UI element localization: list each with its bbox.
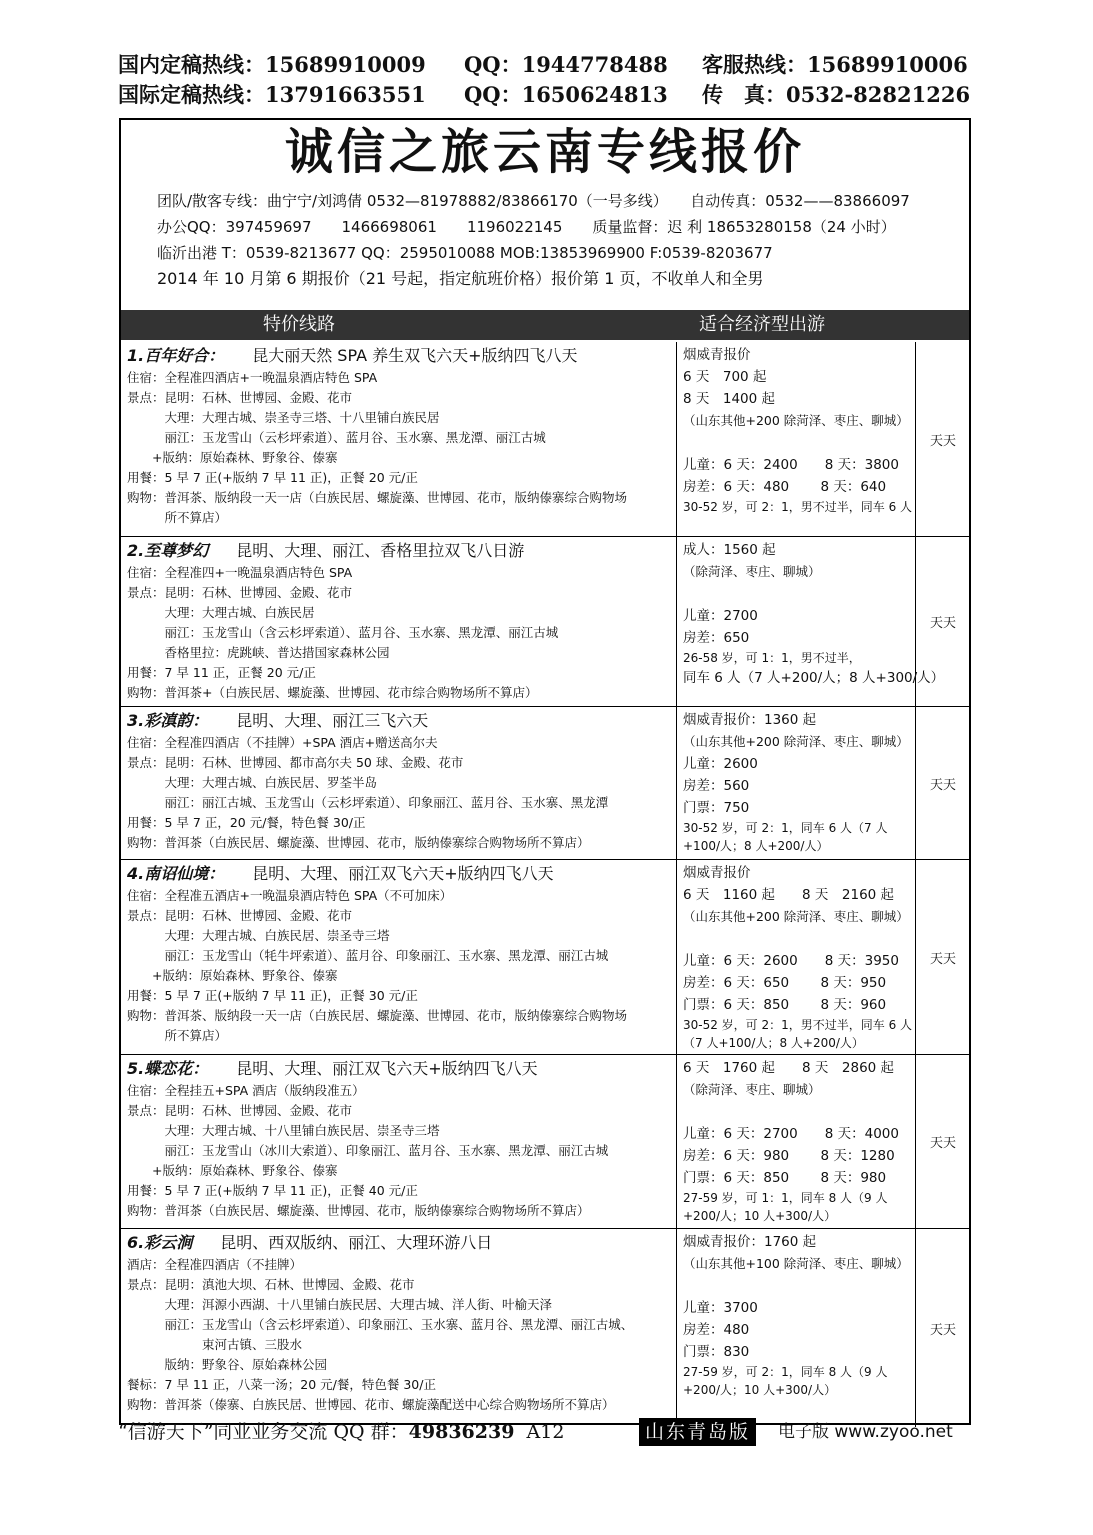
domestic-qq: QQ：1944778488 — [464, 52, 668, 77]
info-line: 办公QQ：397459697 1466698061 1196022145 质量监督：迟 利 18653280158（24 小时） — [157, 218, 896, 236]
price-line: 房差：6 天：480 8 天：640 — [683, 479, 887, 495]
route-heading — [127, 1057, 675, 1081]
footer — [118, 1418, 978, 1446]
price-line: 30-52 岁，可 2：1，男不过半，同车 6 人（7 人+100/人；8 人+200/人） — [683, 1018, 913, 1050]
price-line: 烟威青报价：1760 起 — [683, 1234, 817, 1250]
route-detail-line: 住宿：全程准五酒店+一晚温泉酒店特色 SPA（不可加床） — [127, 888, 453, 903]
price-line: 儿童：2700 — [683, 608, 758, 624]
route-name: 6.彩云涧 — [127, 1233, 193, 1252]
price-line: 儿童：6 天：2400 8 天：3800 — [683, 457, 899, 473]
route-detail-line: 束河古镇、三股水 — [127, 1337, 303, 1352]
route-detail-line: 大理：大理古城、白族民居、崇圣寺三塔 — [127, 928, 390, 943]
route-description: 昆明、大理、丽江三飞六天 — [236, 711, 429, 730]
price-line: 6 天 1160 起 8 天 2160 起 — [683, 887, 895, 903]
departure-schedule: 天天 — [929, 433, 956, 449]
route-row — [121, 342, 969, 537]
price-line: 儿童：6 天：2600 8 天：3950 — [683, 953, 899, 969]
website: 电子版 www.zyoo.net — [778, 1422, 953, 1442]
price-line: 成人：1560 起 — [683, 542, 776, 558]
price-line — [683, 928, 915, 950]
departure-schedule: 天天 — [929, 777, 956, 793]
route-detail-line: 餐标：7 早 11 正，八菜一汤；20 元/餐，特色餐 30/正 — [127, 1377, 436, 1392]
route-detail-line: 大理：大理古城、十八里铺白族民居、崇圣寺三塔 — [127, 1123, 440, 1138]
route-detail-line: 大理：大理古城、白族民居、罗荃半岛 — [127, 775, 378, 790]
route-detail-line: 用餐：5 早 7 正(+版纳 7 早 11 正)，正餐 40 元/正 — [127, 1183, 418, 1198]
route-name: 1.百年好合： — [127, 346, 225, 365]
price-line: 27-59 岁，可 1：1，同车 8 人（9 人+200/人；10 人+300/人） — [683, 1191, 888, 1223]
price-line: 烟威青报价 — [683, 865, 751, 881]
route-description: 昆明、大理、丽江双飞六天+版纳四飞八天 — [252, 864, 554, 883]
route-detail-line: 丽江：玉龙雪山（云杉坪索道）、蓝月谷、玉水寨、黑龙潭、丽江古城 — [127, 430, 546, 445]
route-name: 5.蝶恋花： — [127, 1059, 209, 1078]
route-detail-line: 所不算店） — [127, 1028, 228, 1043]
departure-schedule: 天天 — [929, 616, 956, 631]
route-detail-line: 用餐：5 早 7 正，20 元/餐，特色餐 30/正 — [127, 815, 366, 830]
route-detail-line: 景点：昆明：石林、世博园、金殿、花市 — [127, 1103, 353, 1118]
price-line: 房差：650 — [683, 630, 750, 646]
hotline-row — [118, 50, 978, 80]
price-line: 27-59 岁，可 2：1，同车 8 人（9 人+200/人；10 人+300/人） — [683, 1365, 888, 1397]
contact-info — [157, 188, 959, 292]
route-description: 昆明、大理、丽江双飞六天+版纳四飞八天 — [236, 1059, 538, 1078]
route-detail-line: 住宿：全程准四酒店+一晚温泉酒店特色 SPA — [127, 370, 378, 385]
departure-schedule: 天天 — [929, 951, 956, 967]
route-detail-line: +版纳：原始森林、野象谷、傣寨 — [127, 968, 338, 983]
route-detail-line: 住宿：全程准四+一晚温泉酒店特色 SPA — [127, 565, 353, 580]
route-detail-line: 购物：普洱茶（白族民居、螺旋藻、世博园、花市，版纳傣寨综合购物场所不算店） — [127, 835, 590, 850]
route-details — [127, 1057, 675, 1221]
price-line: 6 天 1760 起 8 天 2860 起 — [683, 1060, 895, 1076]
route-detail-line: 购物：普洱茶（傣寨、白族民居、世博园、花市、螺旋藻配送中心综合购物场所不算店） — [127, 1397, 615, 1412]
route-detail-line: +版纳：原始森林、野象谷、傣寨 — [127, 1163, 338, 1178]
page-title: 诚信之旅云南专线报价 — [284, 124, 805, 180]
route-detail-line: 大理：大理古城、崇圣寺三塔、十八里铺白族民居 — [127, 410, 440, 425]
price-line: （山东其他+200 除菏泽、枣庄、聊城） — [683, 909, 909, 924]
route-detail-line: 购物：普洱茶、版纳段一天一店（白族民居、螺旋藻、世博园、花市，版纳傣寨综合购物场 — [127, 1008, 628, 1023]
price-line: （山东其他+200 除菏泽、枣庄、聊城） — [683, 413, 909, 428]
route-detail-line: 用餐：5 早 7 正(+版纳 7 早 11 正)，正餐 20 元/正 — [127, 470, 418, 485]
price-line — [683, 583, 915, 605]
price-line: （除菏泽、枣庄、聊城） — [683, 564, 821, 579]
price-line: 儿童：3700 — [683, 1300, 758, 1316]
price-line: 门票：6 天：850 8 天：980 — [683, 1170, 887, 1186]
route-detail-line: 用餐：5 早 7 正(+版纳 7 早 11 正)，正餐 30 元/正 — [127, 988, 418, 1003]
intl-hotline: 国际定稿热线：13791663551 — [118, 82, 426, 107]
price-line: （山东其他+200 除菏泽、枣庄、聊城） — [683, 734, 909, 749]
route-detail-line: 景点：昆明：石林、世博园、金殿、花市 — [127, 390, 353, 405]
route-prices — [676, 342, 916, 536]
route-details — [127, 709, 675, 853]
route-description: 昆明、大理、丽江、香格里拉双飞八日游 — [236, 541, 525, 560]
route-name: 4.南诏仙境： — [127, 864, 225, 883]
price-line: 6 天 700 起 — [683, 369, 767, 385]
route-detail-line: 住宿：全程挂五+SPA 酒店（版纳段准五） — [127, 1083, 365, 1098]
route-details — [127, 1231, 675, 1415]
edition-badge: 山东青岛版 — [639, 1418, 756, 1446]
intl-qq: QQ：1650624813 — [464, 82, 668, 107]
route-detail-line: 丽江：玉龙雪山（冰川大索道）、印象丽江、蓝月谷、玉水寨、黑龙潭、丽江古城 — [127, 1143, 609, 1158]
route-detail-line: 丽江：玉龙雪山（含云杉坪索道）、印象丽江、玉水寨、蓝月谷、黑龙潭、丽江古城、 — [127, 1317, 634, 1332]
route-description: 昆明、西双版纳、丽江、大理环游八日 — [220, 1233, 493, 1252]
route-prices — [676, 707, 916, 859]
departure-schedule: 天天 — [929, 1136, 956, 1151]
route-detail-line: 大理：大理古城、白族民居 — [127, 605, 315, 620]
route-detail-line: 购物：普洱茶+（白族民居、螺旋藻、世博园、花市综合购物场所不算店） — [127, 685, 538, 700]
route-description: 昆大丽天然 SPA 养生双飞六天+版纳四飞八天 — [252, 346, 578, 365]
period-line: 2014 年 10 月第 6 期报价（21 号起，指定航班价格）报价第 1 页，不收单人和全男 — [157, 269, 764, 288]
route-row — [121, 1229, 969, 1427]
route-details — [127, 344, 675, 528]
price-line: 8 天 1400 起 — [683, 391, 776, 407]
footer-qq-number: 49836239 — [408, 1421, 515, 1443]
route-heading — [127, 1231, 675, 1255]
economy-label: 适合经济型出游 — [699, 314, 825, 335]
special-routes-label: 特价线路 — [263, 314, 335, 335]
route-heading — [127, 862, 675, 886]
route-detail-line: 丽江：玉龙雪山（含云杉坪索道）、蓝月谷、玉水寨、黑龙潭、丽江古城 — [127, 625, 559, 640]
price-line: 房差：6 天：980 8 天：1280 — [683, 1148, 895, 1164]
route-details — [127, 862, 675, 1046]
price-line: （山东其他+100 除菏泽、枣庄、聊城） — [683, 1256, 909, 1271]
hotline-row — [118, 80, 978, 110]
route-heading — [127, 709, 675, 733]
route-detail-line: 景点：昆明：石林、世博园、都市高尔夫 50 球、金殿、花市 — [127, 755, 464, 770]
price-line — [683, 432, 915, 454]
price-line: 房差：6 天：650 8 天：950 — [683, 975, 887, 991]
price-line: 门票：750 — [683, 800, 750, 816]
route-prices — [676, 860, 916, 1054]
route-detail-line: 丽江：玉龙雪山（牦牛坪索道）、蓝月谷、印象丽江、玉水寨、黑龙潭、丽江古城 — [127, 948, 609, 963]
page-number: A12 — [526, 1421, 565, 1443]
info-line: 临沂出港 T：0539-8213677 QQ：2595010088 MOB:13853969900 F:0539-8203677 — [157, 244, 773, 262]
route-detail-line: 购物：普洱茶（白族民居、螺旋藻、世博园、花市，版纳傣寨综合购物场所不算店） — [127, 1203, 590, 1218]
info-line: 团队/散客专线：曲宁宁/刘鸿倩 0532—81978882/83866170（一号多线） 自动传真：0532——83866097 — [157, 192, 910, 210]
route-heading — [127, 344, 675, 368]
route-detail-line: 用餐：7 早 11 正，正餐 20 元/正 — [127, 665, 316, 680]
route-name: 3.彩滇韵： — [127, 711, 209, 730]
price-line: 门票：6 天：850 8 天：960 — [683, 997, 887, 1013]
route-detail-line: +版纳：原始森林、野象谷、傣寨 — [127, 450, 338, 465]
route-detail-line: 酒店：全程准四酒店（不挂牌） — [127, 1257, 303, 1272]
price-line: 烟威青报价 — [683, 347, 751, 363]
footer-group-label: “信游天下”同业业务交流 QQ 群： — [118, 1421, 409, 1443]
route-prices — [676, 1229, 916, 1427]
hotline-block — [118, 50, 978, 110]
route-row — [121, 860, 969, 1055]
price-line: 烟威青报价：1360 起 — [683, 712, 817, 728]
price-line — [683, 1275, 915, 1297]
route-prices — [676, 1055, 916, 1228]
route-row — [121, 537, 969, 707]
price-line: 房差：480 — [683, 1322, 750, 1338]
price-line: 门票：830 — [683, 1344, 750, 1360]
route-details — [127, 539, 675, 703]
price-line: 30-52 岁，可 2：1，同车 6 人（7 人+100/人；8 人+200/人） — [683, 821, 888, 853]
price-line: （除菏泽、枣庄、聊城） — [683, 1082, 821, 1097]
route-detail-line: 丽江：丽江古城、玉龙雪山（云杉坪索道）、印象丽江、蓝月谷、玉水寨、黑龙潭 — [127, 795, 609, 810]
price-line: 儿童：6 天：2700 8 天：4000 — [683, 1126, 899, 1142]
route-detail-line: 景点：昆明：石林、世博园、金殿、花市 — [127, 585, 353, 600]
price-line: 30-52 岁，可 2：1，男不过半，同车 6 人 — [683, 500, 913, 514]
route-row — [121, 707, 969, 860]
price-line: 同车 6 人（7 人+200/人；8 人+300/人） — [683, 670, 945, 686]
route-heading — [127, 539, 675, 563]
section-header-band — [121, 310, 969, 340]
route-name: 2.至尊梦幻 — [127, 541, 209, 560]
departure-schedule: 天天 — [929, 1322, 956, 1338]
route-detail-line: 住宿：全程准四酒店（不挂牌）+SPA 酒店+赠送高尔夫 — [127, 735, 438, 750]
route-detail-line: 景点：昆明：石林、世博园、金殿、花市 — [127, 908, 353, 923]
fax: 传 真：0532-82821226 — [702, 82, 971, 107]
price-sheet — [119, 118, 971, 1425]
service-hotline: 客服热线：15689910006 — [702, 52, 968, 77]
domestic-hotline: 国内定稿热线：15689910009 — [118, 52, 426, 77]
route-row — [121, 1055, 969, 1229]
route-detail-line: 大理：洱源小西湖、十八里铺白族民居、大理古城、洋人街、叶榆天泽 — [127, 1297, 553, 1312]
route-detail-line: 景点：昆明：滇池大坝、石林、世博园、金殿、花市 — [127, 1277, 415, 1292]
price-line: 房差：560 — [683, 778, 750, 794]
route-detail-line: 购物：普洱茶、版纳段一天一店（白族民居、螺旋藻、世博园、花市，版纳傣寨综合购物场 — [127, 490, 628, 505]
route-detail-line: 所不算店） — [127, 510, 228, 525]
price-line: 26-58 岁，可 1：1，男不过半， — [683, 651, 861, 665]
route-detail-line: 版纳：野象谷、原始森林公园 — [127, 1357, 328, 1372]
route-detail-line: 香格里拉：虎跳峡、普达措国家森林公园 — [127, 645, 390, 660]
price-line: 儿童：2600 — [683, 756, 758, 772]
price-line — [683, 1101, 915, 1123]
